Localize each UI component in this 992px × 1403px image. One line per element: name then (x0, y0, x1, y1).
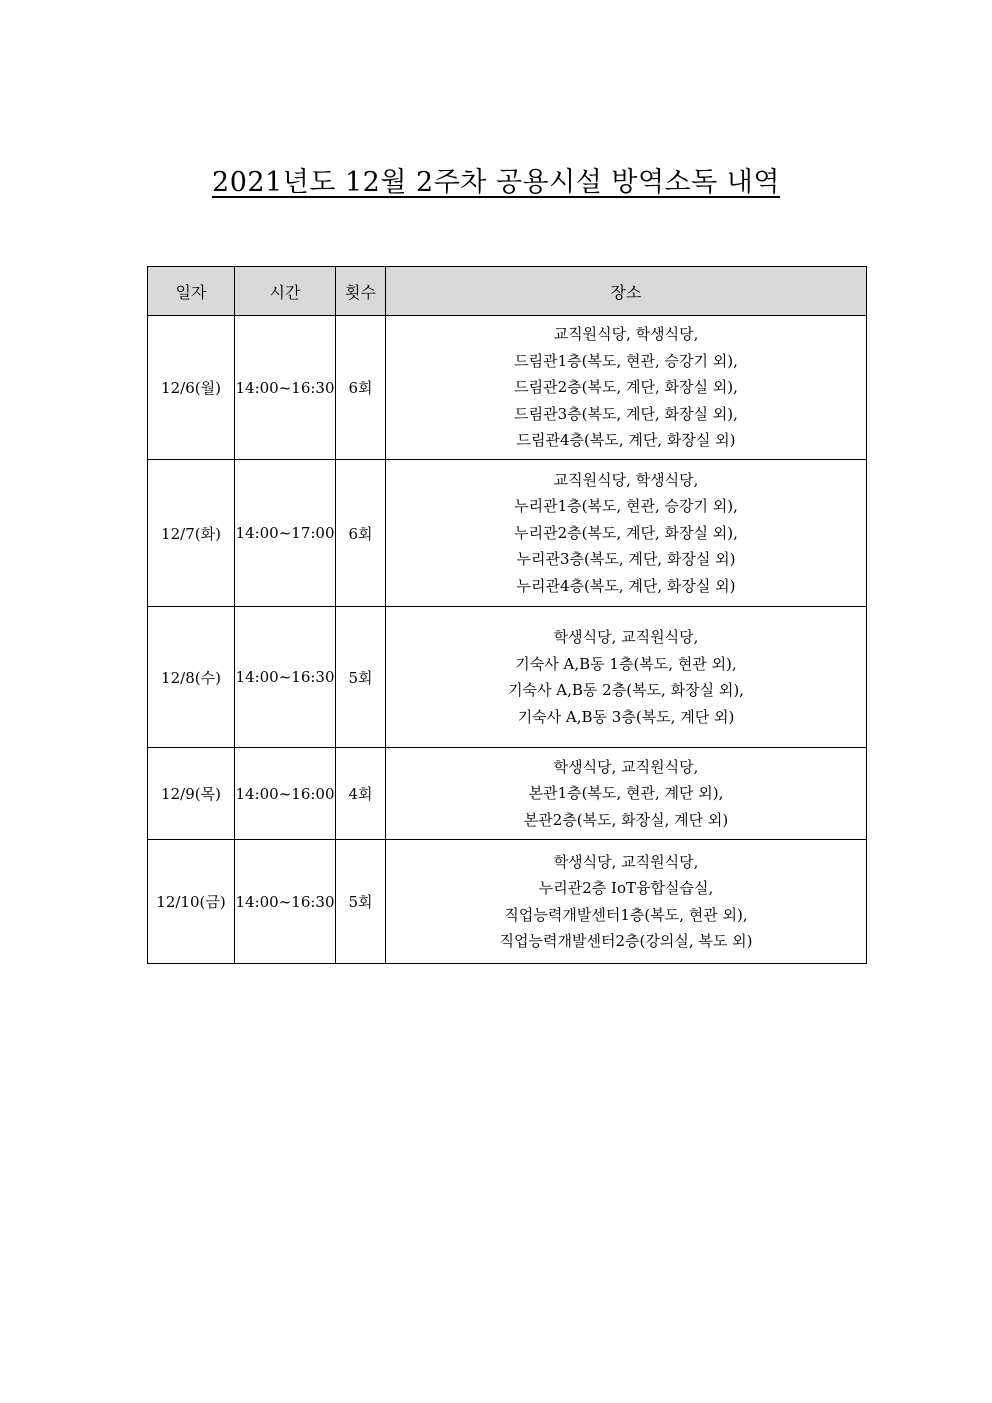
cell-count: 5회 (336, 840, 386, 964)
place-line: 학생식당, 교직원식당, (553, 628, 699, 646)
place-line: 기숙사 A,B동 1층(복도, 현관 외), (515, 654, 737, 673)
place-line: 교직원식당, 학생식당, (553, 325, 699, 344)
place-line: 누리관3층(복도, 계단, 화장실 외) (516, 550, 736, 569)
header-row (148, 267, 867, 316)
place-line: 본관1층(복도, 현관, 계단 외), (528, 784, 724, 803)
table-row (148, 748, 867, 840)
place-line: 학생식당, 교직원식당, (553, 757, 699, 776)
cell-time: 14:00~16:00 (235, 748, 336, 840)
place-line: 누리관2층 IoT융합실습실, (538, 879, 714, 897)
cell-date: 12/10(금) (148, 840, 235, 964)
cell-time: 14:00~16:30 (235, 316, 336, 460)
table-row (148, 460, 867, 607)
cell-time: 14:00~16:30 (235, 607, 336, 748)
place-line: 교직원식당, 학생식당, (553, 470, 699, 489)
cell-count: 6회 (336, 460, 386, 607)
cell-date: 12/9(목) (148, 748, 235, 840)
disinfection-schedule-table (147, 266, 867, 964)
table-row (148, 316, 867, 460)
cell-places (386, 460, 867, 607)
cell-time: 14:00~17:00 (235, 460, 336, 607)
table-row (148, 607, 867, 748)
place-line: 드림관3층(복도, 계단, 화장실 외), (514, 404, 738, 423)
place-line: 본관2층(복도, 화장실, 계단 외) (523, 810, 729, 829)
document-title-text: 2021년도 12월 2주차 공용시설 방역소독 내역 (212, 167, 780, 198)
place-line: 드림관1층(복도, 현관, 승강기 외), (514, 351, 738, 370)
cell-date: 12/6(월) (148, 316, 235, 460)
cell-date: 12/8(수) (148, 607, 235, 748)
header-time: 시간 (235, 267, 336, 316)
place-line: 누리관2층(복도, 계단, 화장실 외), (514, 523, 738, 542)
place-line: 누리관1층(복도, 현관, 승강기 외), (514, 497, 738, 516)
cell-places (386, 840, 867, 964)
document-title (0, 160, 992, 199)
cell-count: 4회 (336, 748, 386, 840)
cell-count: 5회 (336, 607, 386, 748)
place-line: 직업능력개발센터1층(복도, 현관 외), (504, 905, 748, 924)
place-line: 누리관4층(복도, 계단, 화장실 외) (516, 576, 736, 595)
cell-places (386, 607, 867, 748)
cell-date: 12/7(화) (148, 460, 235, 607)
header-count: 횟수 (336, 267, 386, 316)
place-line: 드림관4층(복도, 계단, 화장실 외) (516, 431, 736, 450)
table-body (148, 316, 867, 964)
cell-time: 14:00~16:30 (235, 840, 336, 964)
header-date: 일자 (148, 267, 235, 316)
table-header (148, 267, 867, 316)
cell-count: 6회 (336, 316, 386, 460)
place-line: 드림관2층(복도, 계단, 화장실 외), (514, 378, 738, 397)
table-row (148, 840, 867, 964)
place-line: 직업능력개발센터2층(강의실, 복도 외) (499, 932, 753, 950)
cell-places (386, 748, 867, 840)
place-line: 기숙사 A,B동 3층(복도, 계단 외) (517, 707, 735, 726)
place-line: 기숙사 A,B동 2층(복도, 화장실 외), (508, 681, 744, 699)
cell-places (386, 316, 867, 460)
header-place: 장소 (386, 267, 867, 316)
place-line: 학생식당, 교직원식당, (553, 852, 699, 871)
